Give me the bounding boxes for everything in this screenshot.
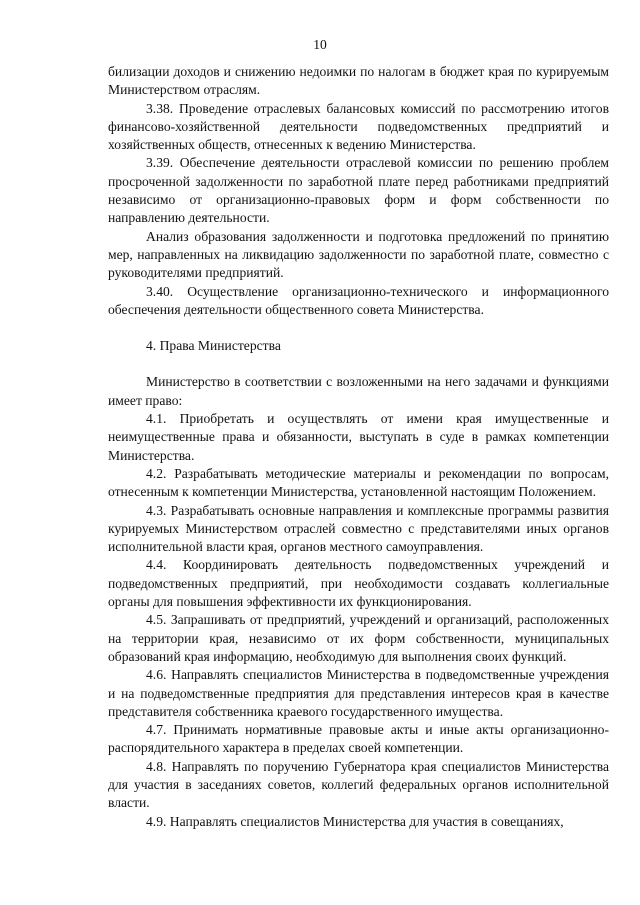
paragraph-4-2: 4.2. Разрабатывать методические материалы и рекомендации по вопросам, отнесенным к компетенции Министерства, установленной настоящим Положением. [108,465,609,500]
paragraph-3-38: 3.38. Проведение отраслевых балансовых комиссий по рассмотрению итогов финансово-хозяйственной деятельности подведомственных предприятий и хозяйственных обществ, отнесенных к ведению Министерства. [108,100,609,153]
document-body [108,63,609,831]
paragraph-3-40: 3.40. Осуществление организационно-технического и информационного обеспечения деятельности общественного совета Министерства. [108,283,609,317]
paragraph-4-7: 4.7. Принимать нормативные правовые акты и иные акты организационно-распорядительного характера в пределах своей компетенции. [108,722,609,756]
paragraph-section-intro: Министерство в соответствии с возложенными на него задачами и функциями имеет право: [108,374,609,408]
paragraph-4-1: 4.1. Приобретать и осуществлять от имени края имущественные и неимущественные права и обязанности, выступать в суде в рамках компетенции Министерства. [108,411,609,463]
paragraph-3-39-analysis: Анализ образования задолженности и подготовка предложений по принятию мер, направленных на ликвидацию задолженности по заработной плате, совместно с руководителями предприятий. [108,228,609,281]
paragraph-3-39: 3.39. Обеспечение деятельности отраслевой комиссии по решению проблем просроченной задолженности по заработной плате перед работниками предприятий независимо от организационно-правовых форм и форм собственности по направлению деятельности. [108,155,609,226]
paragraph-4-3: 4.3. Разрабатывать основные направления и комплексные программы развития курируемых Министерством отраслей совместно с представителями иных органов исполнительной власти края, органов местного самоуправления. [108,502,609,555]
paragraph-4-8: 4.8. Направлять по поручению Губернатора края специалистов Министерства для участия в заседаниях советов, коллегий федеральных органов исполнительной власти. [108,758,609,811]
paragraph-continuation: билизации доходов и снижению недоимки по налогам в бюджет края по курируемым Министерством отраслям. [108,64,609,98]
paragraph-4-4: 4.4. Координировать деятельность подведомственных учреждений и подведомственных предприятий, при необходимости создавать коллегиальные органы для повышения эффективности их функционирования. [108,557,609,610]
paragraph-4-9: 4.9. Направлять специалистов Министерства для участия в совещаниях, [146,813,564,829]
section-heading: 4. Права Министерства [146,338,281,354]
page-number: 10 [313,37,327,52]
paragraph-4-5: 4.5. Запрашивать от предприятий, учреждений и организаций, расположенных на территории края, независимо от их форм собственности, муниципальных образований края информацию, необходимую для выполнения своих функций. [108,612,609,664]
paragraph-4-6: 4.6. Направлять специалистов Министерства в подведомственные учреждения и на подведомственные предприятия для представления интересов края в качестве представителя собственника краевого государственного имущества. [108,667,609,719]
